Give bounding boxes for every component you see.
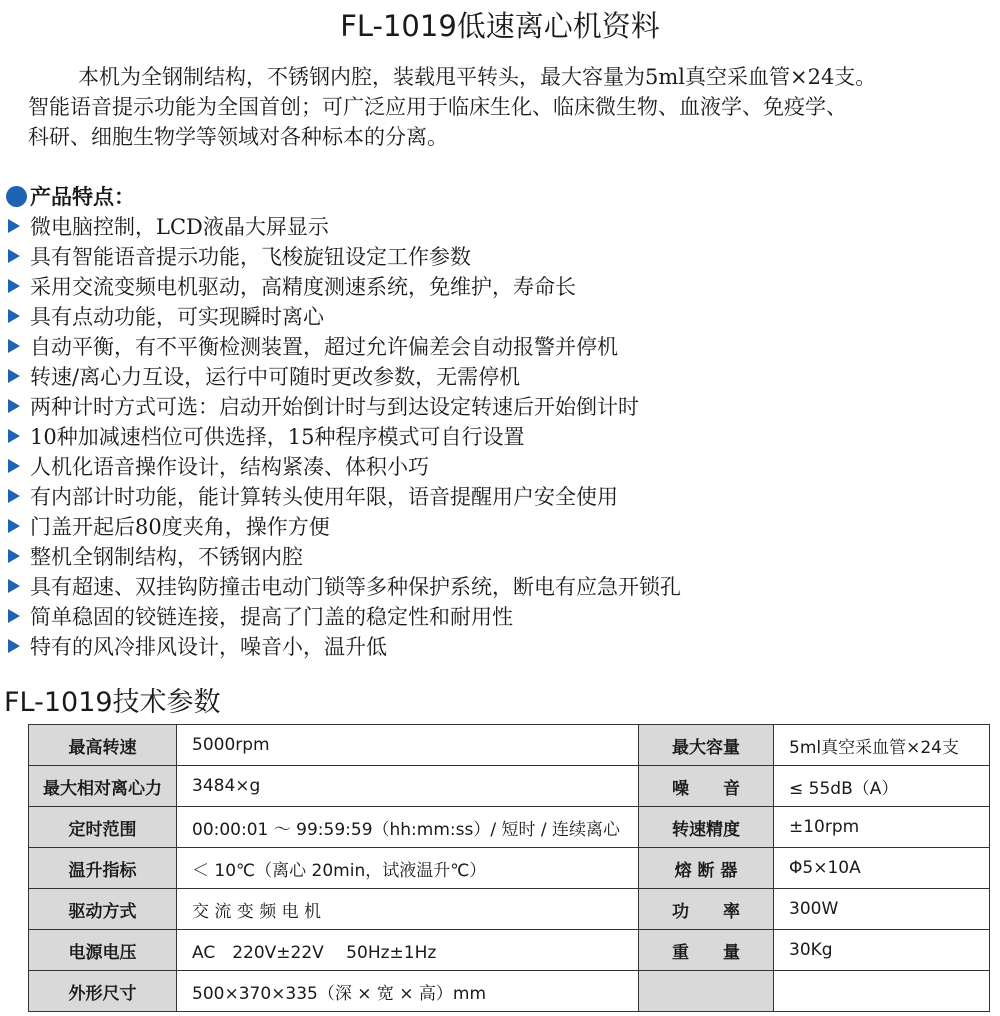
feature-item [8,331,681,361]
spec-value: 3484×g [177,766,639,807]
spec-value: Φ5×10A [774,848,990,889]
feature-item [8,601,681,631]
table-row [29,889,990,930]
intro-line: 智能语音提示功能为全国首创；可广泛应用于临床生化、临床微生物、血液学、免疫学、 [28,95,847,119]
feature-text: 两种计时方式可选：启动开始倒计时与到达设定转速后开始倒计时 [30,395,639,419]
spec-label: 最大容量 [639,725,774,766]
triangle-bullet-icon [8,309,20,323]
triangle-bullet-icon [8,639,20,653]
feature-item [8,631,681,661]
specs-table [28,724,990,1012]
table-row [29,766,990,807]
feature-text: 具有智能语音提示功能，飞梭旋钮设定工作参数 [30,245,471,269]
spec-label: 外形尺寸 [29,971,177,1012]
spec-label: 驱动方式 [29,889,177,930]
triangle-bullet-icon [8,369,20,383]
feature-text: 具有超速、双挂钩防撞击电动门锁等多种保护系统，断电有应急开锁孔 [30,575,681,599]
feature-item [8,511,681,541]
feature-item [8,361,681,391]
feature-text: 采用交流变频电机驱动，高精度测速系统，免维护，寿命长 [30,275,576,299]
feature-item [8,481,681,511]
spec-label: 噪 音 [639,766,774,807]
feature-text: 特有的风冷排风设计，噪音小，温升低 [30,635,387,659]
feature-text: 自动平衡，有不平衡检测装置，超过允许偏差会自动报警并停机 [30,335,618,359]
table-row [29,848,990,889]
spec-value: ＜ 10℃（离心 20min，试液温升℃） [177,848,639,889]
triangle-bullet-icon [8,219,20,233]
feature-item [8,571,681,601]
feature-text: 有内部计时功能，能计算转头使用年限，语音提醒用户安全使用 [30,485,618,509]
spec-label: 最高转速 [29,725,177,766]
intro-line: 本机为全钢制结构，不锈钢内腔，装载甩平转头，最大容量为5ml真空采血管×24支。 [78,65,877,89]
table-row [29,930,990,971]
spec-label: 温升指标 [29,848,177,889]
features-list [8,211,681,661]
spec-value: 5000rpm [177,725,639,766]
triangle-bullet-icon [8,399,20,413]
specs-title: FL-1019技术参数 [4,687,221,718]
feature-text: 人机化语音操作设计，结构紧凑、体积小巧 [30,455,429,479]
feature-text: 具有点动功能，可实现瞬时离心 [30,305,324,329]
triangle-bullet-icon [8,429,20,443]
spec-value: 5ml真空采血管×24支 [774,725,990,766]
spec-value: 30Kg [774,930,990,971]
spec-value: 00:00:01 ～ 99:59:59（hh:mm:ss）/ 短时 / 连续离心 [177,807,639,848]
table-row [29,971,990,1012]
feature-text: 门盖开起后80度夹角，操作方便 [30,515,330,539]
spec-value [774,971,990,1012]
feature-text: 10种加减速档位可供选择，15种程序模式可自行设置 [30,425,525,449]
spec-label [639,971,774,1012]
triangle-bullet-icon [8,579,20,593]
triangle-bullet-icon [8,279,20,293]
spec-value: ±10rpm [774,807,990,848]
triangle-bullet-icon [8,519,20,533]
intro-paragraph [28,62,1000,152]
document-title: FL-1019低速离心机资料 [340,9,660,43]
features-title: 产品特点： [30,184,135,209]
spec-label: 功 率 [639,889,774,930]
feature-text: 整机全钢制结构，不锈钢内腔 [30,545,303,569]
spec-value: AC 220V±22V 50Hz±1Hz [177,930,639,971]
triangle-bullet-icon [8,459,20,473]
feature-item [8,451,681,481]
intro-line: 科研、细胞生物学等领域对各种标本的分离。 [28,125,448,149]
triangle-bullet-icon [8,249,20,263]
spec-label: 转速精度 [639,807,774,848]
spec-value: 300W [774,889,990,930]
feature-item [8,541,681,571]
spec-label: 电源电压 [29,930,177,971]
feature-text: 转速/离心力互设，运行中可随时更改参数，无需停机 [30,365,521,389]
feature-item [8,391,681,421]
feature-item [8,421,681,451]
feature-item [8,241,681,271]
feature-text: 简单稳固的铰链连接，提高了门盖的稳定性和耐用性 [30,605,513,629]
bullet-dot-icon [6,186,27,207]
spec-value: 交 流 变 频 电 机 [177,889,639,930]
feature-text: 微电脑控制，LCD液晶大屏显示 [30,215,329,239]
triangle-bullet-icon [8,489,20,503]
table-row [29,725,990,766]
spec-label: 定时范围 [29,807,177,848]
feature-item [8,271,681,301]
spec-label: 最大相对离心力 [29,766,177,807]
spec-value: 500×370×335（深 × 宽 × 高）mm [177,971,639,1012]
spec-label: 熔 断 器 [639,848,774,889]
spec-label: 重 量 [639,930,774,971]
triangle-bullet-icon [8,549,20,563]
features-heading [6,182,135,210]
triangle-bullet-icon [8,339,20,353]
triangle-bullet-icon [8,609,20,623]
table-row [29,807,990,848]
feature-item [8,211,681,241]
spec-value: ≤ 55dB（A） [774,766,990,807]
feature-item [8,301,681,331]
